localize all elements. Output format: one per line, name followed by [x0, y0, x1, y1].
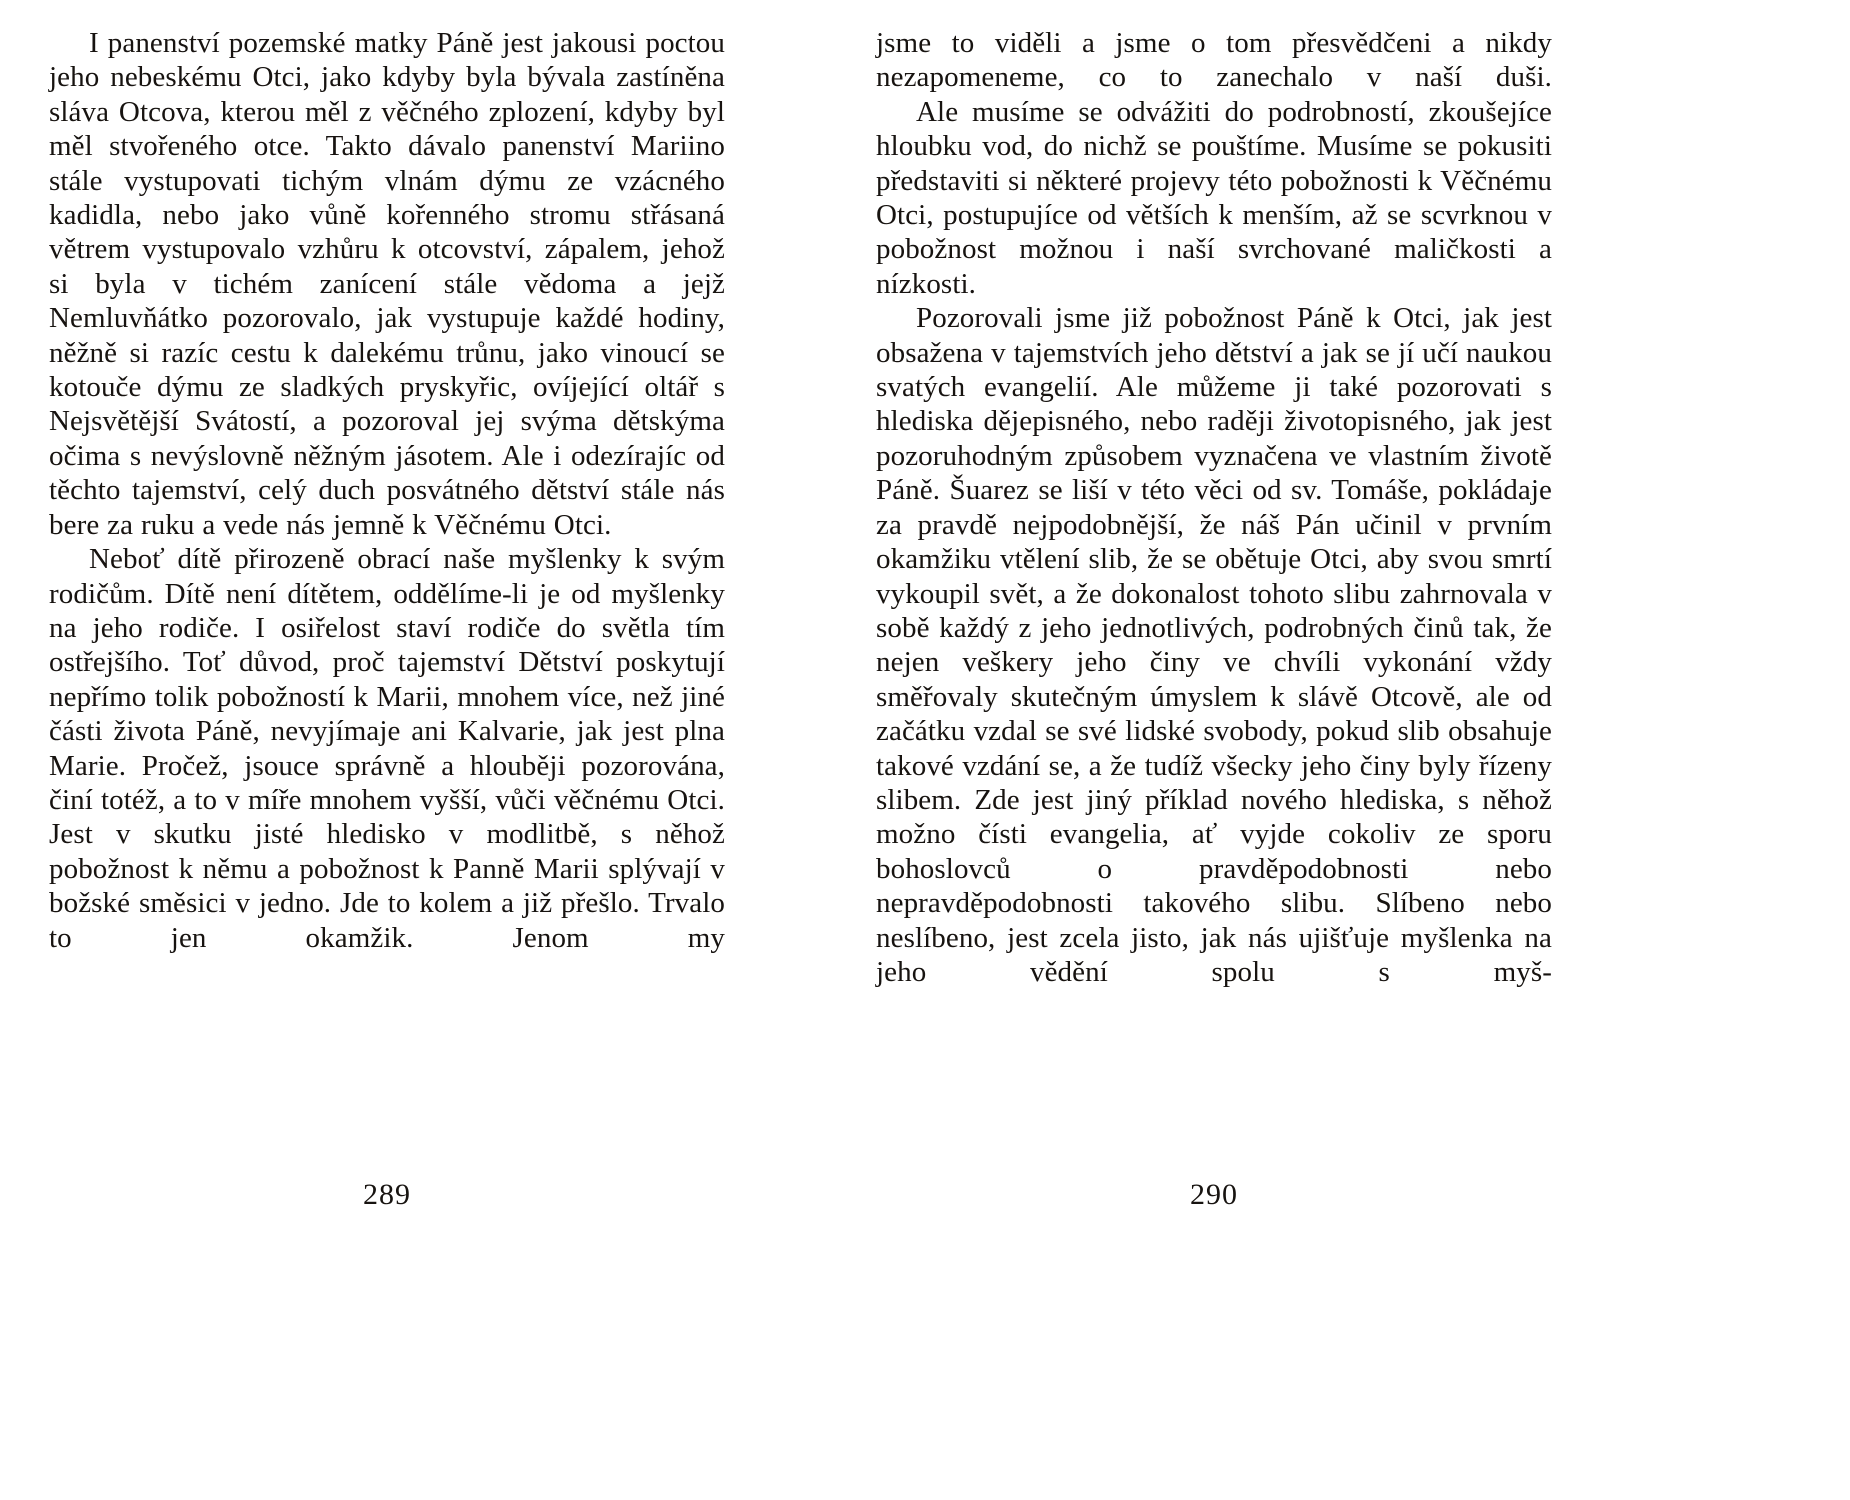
- paragraph: Neboť dítě přirozeně obrací naše myšlenky k svým rodičům. Dítě není dítětem, oddělíme-li je od myšlenky na jeho rodiče. I osiřelost staví rodiče do světla tím ostřejšího. Toť důvod, proč tajemství Dětství poskytují nepřímo tolik pobožností k Marii, mnohem více, než jiné části života Páně, nevyjímaje ani Kalvarie, jak jest plna Marie. Pročež, jsouce správně a hlouběji pozorována, činí totéž, a to v míře mnohem vyšší, vůči věčnému Otci. Jest v skutku jisté hledisko v modlitbě, s něhož pobožnost k němu a pobožnost k Panně Marii splývají v božské směsici v jedno. Jde to kolem a již přešlo. Trvalo to jen okamžik. Jenom my: [49, 543, 725, 954]
- page-left: [49, 26, 725, 1466]
- page-left-text: [49, 26, 725, 955]
- page-left-number: 289: [363, 1178, 411, 1211]
- paragraph: Ale musíme se odvážiti do podrobností, zkoušejíce hloubku vod, do nichž se pouštíme. Musíme se pokusiti představiti si některé projevy této pobožnosti k Věčnému Otci, postupujíce od větších k menším, až se scvrknou v pobožnost možnou i naší svrchované maličkosti a nízkosti.: [876, 95, 1552, 300]
- paragraph: I panenství pozemské matky Páně jest jakousi poctou jeho nebeskému Otci, jako kdyby byla bývala zastíněna sláva Otcova, kterou měl z věčného zplození, kdyby byl měl stvořeného otce. Takto dávalo panenství Mariino stále vystupovati tichým vlnám dýmu ze vzácného kadidla, nebo jako vůně kořenného stromu střásaná větrem vystupovalo vzhůru k otcovství, zápalem, jehož si byla v tichém zanícení stále vědoma a jejž Nemluvňátko pozorovalo, jak vystupuje každé hodiny, něžně si razíc cestu k dalekému trůnu, jako vinoucí se kotouče dýmu ze sladkých pryskyřic, ovíjející oltář s Nejsvětější Svátostí, a pozoroval jej svýma dětskýma očima s nevýslovně něžným jásotem. Ale i odezírajíc od těchto tajemství, celý duch posvátného dětství stále nás bere za ruku a vede nás jemně k Věčnému Otci.: [49, 27, 725, 541]
- paragraph: jsme to viděli a jsme o tom přesvědčeni a nikdy nezapomeneme, co to zanechalo v naší duši.: [876, 27, 1552, 94]
- page-right-number: 290: [1190, 1178, 1238, 1211]
- page-right-text: [876, 26, 1552, 989]
- paragraph: Pozorovali jsme již pobožnost Páně k Otci, jak jest obsažena v tajemstvích jeho dětství a jak se jí učí naukou svatých evangelií. Ale můžeme ji také pozorovati s hlediska dějepisného, nebo raději životopisného, jak jest pozoruhodným způsobem vyznačena ve vlastním životě Páně. Šuarez se liší v této věci od sv. Tomáše, pokládaje za pravdě nejpodobnější, že náš Pán učinil v prvním okamžiku vtělení slib, že se obětuje Otci, aby svou smrtí vykoupil svět, a že dokonalost tohoto slibu zahrnovala v sobě každý z jeho jednotlivých, podrobných činů tak, že nejen veškery jeho činy ve chvíli vykonání vždy směřovaly skutečným úmyslem k slávě Otcově, ale od začátku vzdal se své lidské svobody, pokud slib obsahuje takové vzdání se, a že tudíž všecky jeho činy byly řízeny slibem. Zde jest jiný příklad nového hlediska, s něhož možno čísti evangelia, ať vyjde cokoliv ze sporu bohoslovců o pravděpodobnosti nebo nepravděpodobnosti takového slibu. Slíbeno nebo neslíbeno, jest zcela jisto, jak nás ujišťuje myšlenka na jeho vědění spolu s myš-: [876, 302, 1552, 988]
- page-right: [876, 26, 1552, 1466]
